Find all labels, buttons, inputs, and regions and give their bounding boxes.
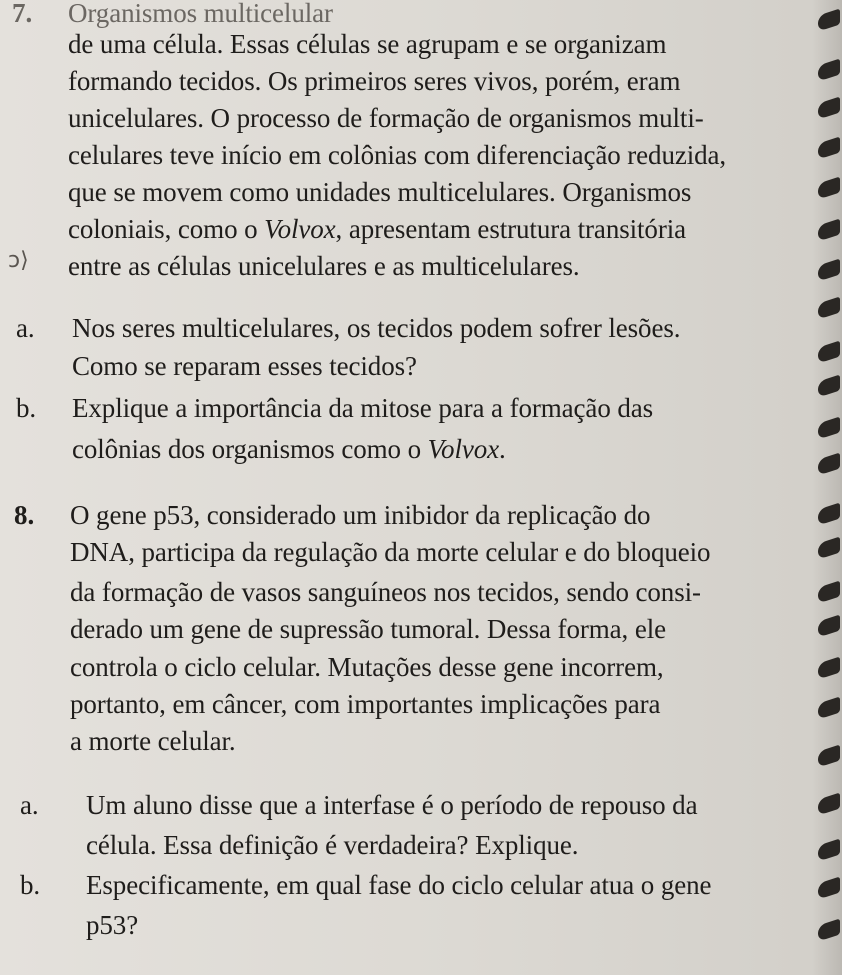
question-7-line-5: que se movem como unidades multicelulares. Organismos bbox=[68, 177, 692, 207]
question-8-number: 8. bbox=[14, 500, 35, 530]
question-8b-line-1: p53? bbox=[86, 910, 139, 940]
question-8-line-4: controla o ciclo celular. Mutações desse gene incorrem, bbox=[70, 652, 664, 682]
question-7b-line-1-end: . bbox=[499, 434, 506, 464]
question-7-line-1: de uma célula. Essas células se agrupam e se organizam bbox=[68, 29, 667, 59]
volvox-term-2: Volvox bbox=[427, 434, 500, 464]
question-8a-label: a. bbox=[20, 790, 39, 820]
question-8-line-0: O gene p53, considerado um inibidor da replicação do bbox=[70, 500, 651, 530]
question-7-line-6-end: , apresentam estrutura transitória bbox=[335, 214, 687, 244]
question-7b-line-0: Explique a importância da mitose para a formação das bbox=[72, 393, 654, 423]
question-7-line-2: formando tecidos. Os primeiros seres vivos, porém, eram bbox=[68, 66, 681, 96]
question-8b-label: b. bbox=[20, 870, 41, 900]
question-7-line-4: celulares teve início em colônias com diferenciação reduzida, bbox=[68, 140, 727, 170]
question-7b-label: b. bbox=[16, 393, 37, 423]
question-7-number: 7. bbox=[12, 0, 33, 28]
question-7a-line-1: Como se reparam esses tecidos? bbox=[72, 351, 417, 381]
question-7-line-7: entre as células unicelulares e as multicelulares. bbox=[68, 251, 580, 281]
question-8a-line-1: célula. Essa definição é verdadeira? Explique. bbox=[86, 830, 579, 860]
question-8-line-3: derado um gene de supressão tumoral. Dessa forma, ele bbox=[70, 614, 666, 644]
question-7b-line-1 bbox=[72, 434, 506, 464]
question-8-line-1: DNA, participa da regulação da morte celular e do bloqueio bbox=[70, 537, 711, 567]
volvox-term: Volvox bbox=[264, 214, 336, 244]
question-8b-line-0: Especificamente, em qual fase do ciclo celular atua o gene bbox=[86, 870, 712, 900]
question-7a-line-0: Nos seres multicelulares, os tecidos podem sofrer lesões. bbox=[72, 313, 681, 343]
question-7-line-3: unicelulares. O processo de formação de organismos multi- bbox=[68, 103, 704, 133]
question-7a-label: a. bbox=[16, 313, 35, 343]
question-8a-line-0: Um aluno disse que a interfase é o período de repouso da bbox=[86, 790, 698, 820]
question-7b-line-1-start: colônias dos organismos como o bbox=[72, 434, 428, 464]
question-8-line-2: da formação de vasos sanguíneos nos tecidos, sendo consi- bbox=[70, 577, 701, 607]
margin-scribble-icon: ↄ⟩ bbox=[8, 248, 29, 273]
question-7-line-6 bbox=[68, 214, 686, 244]
question-7-line-0: Organismos multicelular bbox=[68, 0, 333, 28]
question-7-line-6-start: coloniais, como o bbox=[68, 214, 265, 244]
question-8-line-5: portanto, em câncer, com importantes implicações para bbox=[70, 689, 661, 719]
question-8-line-6: a morte celular. bbox=[70, 726, 236, 756]
